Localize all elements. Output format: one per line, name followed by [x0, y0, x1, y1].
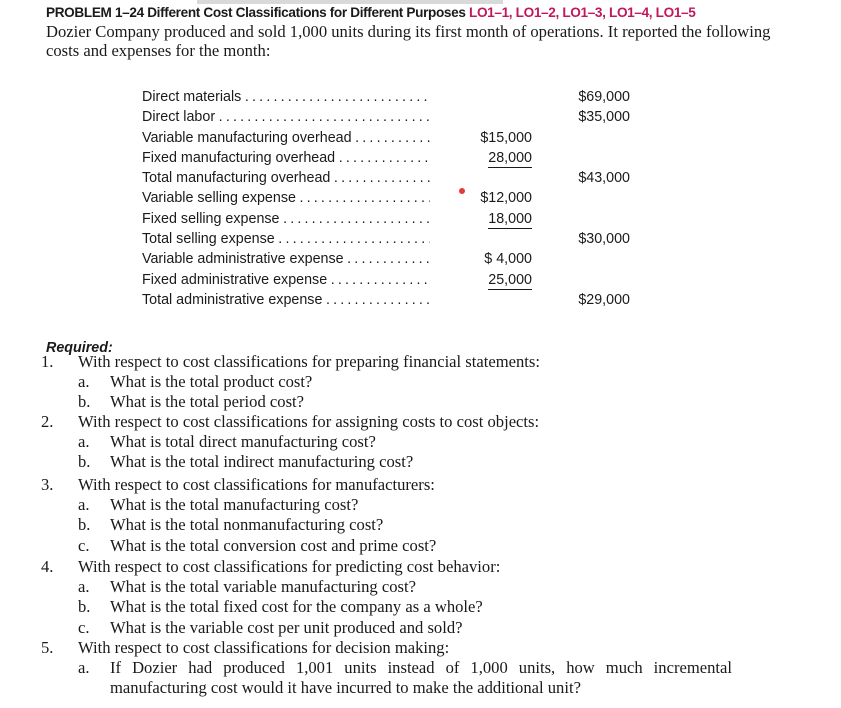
cost-subamount — [472, 209, 532, 229]
cost-total: $30,000 — [578, 231, 630, 248]
sub-question — [0, 577, 841, 597]
sub-question — [0, 495, 841, 515]
sub-question-letter: b. — [78, 515, 91, 535]
sub-question-text: What is the total fixed cost for the company as a whole? — [110, 597, 483, 617]
cost-total: $35,000 — [578, 109, 630, 126]
sub-question-text: What is the variable cost per unit produced and sold? — [110, 617, 463, 637]
cost-label: Fixed selling expense . . . — [142, 209, 430, 229]
cost-row — [142, 290, 642, 310]
cost-subamount-value: $15,000 — [480, 129, 532, 146]
sub-question-text: What is the total variable manufacturing cost? — [110, 577, 416, 597]
cost-row — [142, 87, 642, 107]
cost-subamount-value: 18,000 — [488, 210, 532, 227]
sub-question — [0, 432, 841, 452]
sub-question-text-line1: If Dozier had produced 1,001 units instead of 1,000 units, how much incremental — [110, 658, 732, 678]
cost-label: Variable manufacturing overhead . . . — [142, 128, 430, 148]
sub-question-text: What is the total manufacturing cost? — [110, 495, 359, 515]
cost-row — [142, 128, 642, 148]
required-heading: Required: — [46, 340, 113, 356]
learning-objectives: LO1–1, LO1–2, LO1–3, LO1–4, LO1–5 — [469, 5, 696, 20]
top-scroll-bar — [197, 0, 503, 4]
cost-row — [142, 270, 642, 290]
cost-label: Variable administrative expense . . . — [142, 249, 430, 269]
cost-row — [142, 168, 642, 188]
cost-row — [142, 209, 642, 229]
cost-label: Total manufacturing overhead . . . — [142, 168, 430, 188]
question-text: With respect to cost classifications for assigning costs to cost objects: — [78, 412, 540, 431]
cost-label: Variable selling expense . . . — [142, 188, 430, 208]
sub-question-letter: a. — [78, 432, 90, 452]
question-number: 2. — [41, 412, 54, 431]
cost-subamount — [472, 148, 532, 168]
sub-question-letter: a. — [78, 372, 90, 392]
cost-row — [142, 148, 642, 168]
question-number: 3. — [41, 475, 54, 494]
cost-table — [142, 87, 642, 310]
sub-question-text: What is the total conversion cost and prime cost? — [110, 535, 437, 555]
sub-question-letter: a. — [78, 577, 90, 597]
cost-subamount-value: $12,000 — [480, 190, 532, 207]
problem-title-text: PROBLEM 1–24 Different Cost Classifications for Different Purposes — [46, 5, 466, 20]
sub-question — [0, 515, 841, 535]
question-number: 1. — [41, 352, 54, 371]
cost-label: Total administrative expense . . . — [142, 290, 430, 310]
sub-question-text: What is the total nonmanufacturing cost? — [110, 515, 384, 535]
red-marker-dot — [459, 188, 465, 194]
question-number: 5. — [41, 638, 54, 657]
cost-subamount-value: $ 4,000 — [484, 251, 532, 268]
cost-subamount — [472, 128, 532, 148]
cost-row — [142, 229, 642, 249]
sub-question-letter: c. — [78, 535, 90, 555]
cost-label: Fixed manufacturing overhead . . . — [142, 148, 430, 168]
sub-question-text: What is the total indirect manufacturing cost? — [110, 452, 414, 472]
cost-subamount — [472, 270, 532, 290]
question-text: With respect to cost classifications for preparing financial statements: — [78, 352, 540, 371]
sub-question-letter: a. — [78, 495, 90, 515]
cost-total: $29,000 — [578, 291, 630, 308]
cost-subamount — [472, 188, 532, 208]
sub-question — [0, 618, 841, 638]
cost-label: Direct labor . . . — [142, 107, 430, 127]
sub-question — [0, 452, 841, 472]
question-text: With respect to cost classifications for manufacturers: — [78, 475, 435, 494]
cost-label: Fixed administrative expense . . . — [142, 270, 430, 290]
cost-row — [142, 107, 642, 127]
cost-total: $69,000 — [578, 89, 630, 105]
sub-question-letter: a. — [78, 658, 90, 678]
cost-subamount-value: 28,000 — [488, 149, 532, 166]
sub-question-text: What is the total period cost? — [110, 392, 304, 412]
question-number: 4. — [41, 557, 54, 576]
cost-subamount — [472, 249, 532, 269]
sub-question-text: What is the total product cost? — [110, 372, 313, 392]
sub-question — [0, 392, 841, 412]
sub-question-letter: b. — [78, 597, 91, 617]
cost-label: Total selling expense . . . — [142, 229, 430, 249]
sub-question-text: What is total direct manufacturing cost? — [110, 432, 376, 452]
question-text: With respect to cost classifications for predicting cost behavior: — [78, 557, 501, 576]
cost-row — [142, 249, 642, 269]
sub-question — [0, 597, 841, 617]
question-text: With respect to cost classifications for decision making: — [78, 638, 450, 657]
sub-question-letter: c. — [78, 617, 90, 637]
cost-row — [142, 188, 642, 208]
sub-question — [0, 536, 841, 556]
cost-total: $43,000 — [578, 170, 630, 187]
sub-question-letter: b. — [78, 452, 91, 472]
sub-question — [0, 372, 841, 392]
cost-subamount-value: 25,000 — [488, 271, 532, 288]
cost-label: Direct materials . . . — [142, 87, 430, 107]
sub-question — [0, 658, 841, 698]
sub-question-text-line2: manufacturing cost would it have incurred to make the additional unit? — [110, 678, 581, 698]
sub-question-letter: b. — [78, 392, 91, 412]
problem-intro: Dozier Company produced and sold 1,000 units during its first month of operations. It reported the following costs and expenses for the month: — [46, 22, 771, 60]
problem-title — [46, 5, 695, 20]
